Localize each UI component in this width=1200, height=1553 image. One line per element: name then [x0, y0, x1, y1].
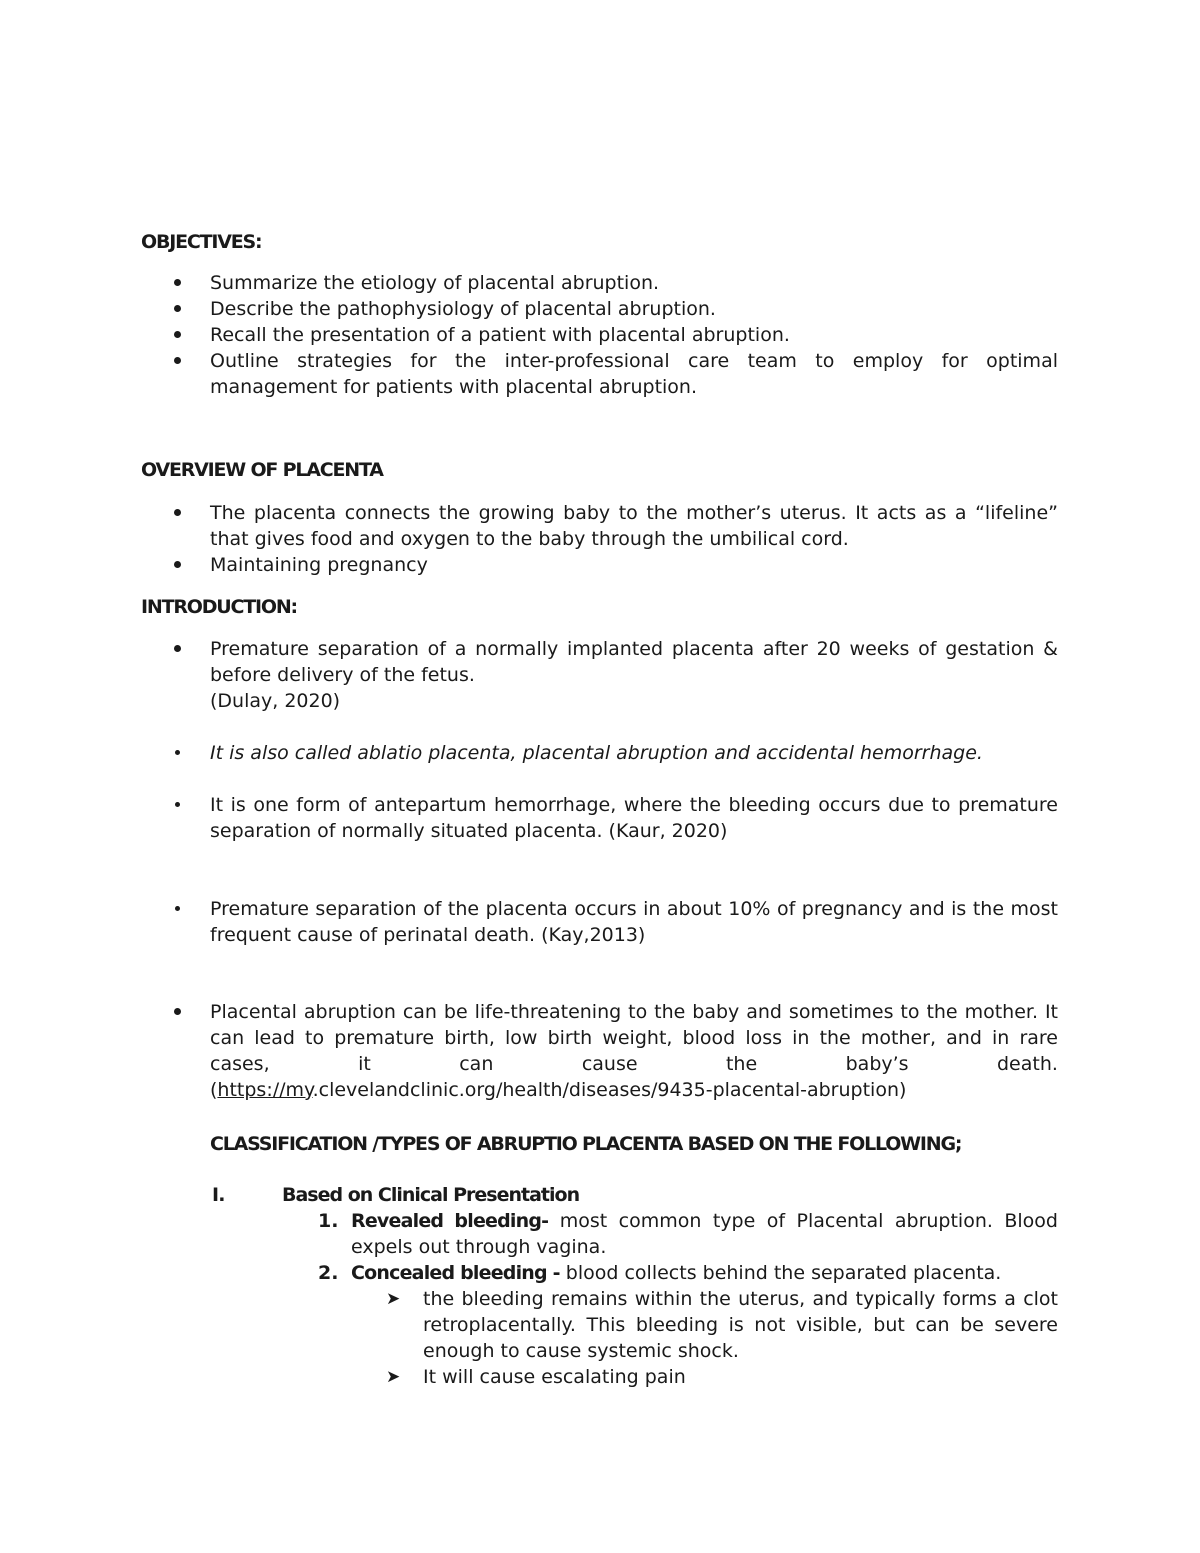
- bullet-icon: [175, 802, 180, 807]
- item-label: Revealed bleeding-: [351, 1210, 549, 1232]
- document-page: OBJECTIVES: Summarize the etiology of placental abruption. Describe the pathophysiology of placental abruption. Recall the presentation of a patient with placental abruption. Outline strategies for the inter-professional care team to employ for optimal management for patients with placental abruption. OVERVIEW OF PLACENTA The placenta connects the growing baby to the mother’s uterus. It acts as a “lifeline” that gives food and oxygen to the baby through the umbilical cord. Maintaining pregnancy INTRODUCTION: Premature separation of a normally implanted placenta after 20 weeks of gestation & before delivery of the fetus. (Dulay, 2020) It is also called ablatio placenta, placental abruption and accidental hemorrhage. It is one form of antepartum hemorrhage, where the bleeding occurs due to premature separation of normally situated placenta. (Kaur, 2020) Premature separation of the placenta occurs in about 10% of pregnancy and is the most frequent cause of perinatal death. (Kay,2013) Placental abruption can be life-threatening to the baby and sometimes to the mother. It can lead to premature birth, low birth weight, blood loss in the mother, and in rare cases, it can cause the baby’s death. (https://my.clevelandclinic.org/health/diseases/9435-placental-abruption) CLASSIFICATION /TYPES OF ABRUPTIO PLACENTA BASED ON THE FOLLOWING; I. Based on Clinical Presentation 1. Revealed bleeding- most common type of Placental abruption. Blood expels out through vagina. 2. Concealed bleeding - blood collects behind the separated placenta. ➤ the bleeding remains within the uterus, and typically forms a clot retroplacentally. This bleeding is not visible, but can be severe enough to cause systemic shock. ➤ It will cause escalating pain: [141, 231, 1058, 1388]
- bullet-icon: [175, 750, 180, 755]
- citation: (Dulay, 2020): [210, 690, 341, 712]
- bullet-icon: [174, 331, 181, 338]
- bullet-icon: [174, 1008, 181, 1015]
- item-number: 2.: [318, 1262, 339, 1284]
- objectives-heading: OBJECTIVES:: [141, 231, 262, 253]
- overview-heading: OVERVIEW OF PLACENTA: [141, 459, 383, 481]
- sub-item: the bleeding remains within the uterus, and typically forms a clot retroplacentally. This bleeding is not visible, but can be severe enough to cause systemic shock.: [423, 1288, 1058, 1362]
- classification-heading: CLASSIFICATION /TYPES OF ABRUPTIO PLACENTA BASED ON THE FOLLOWING;: [210, 1133, 962, 1155]
- bullet-icon: [174, 279, 181, 286]
- source-link[interactable]: (https://my.clevelandclinic.org/health/diseases/9435-placental-abruption): [210, 1079, 907, 1101]
- section-title: Based on Clinical Presentation: [282, 1184, 580, 1206]
- bullet-icon: [174, 357, 181, 364]
- item-number: 1.: [318, 1210, 339, 1232]
- sub-item: It will cause escalating pain: [423, 1366, 686, 1388]
- roman-numeral: I.: [212, 1184, 225, 1206]
- arrow-bullet-icon: ➤: [386, 1289, 401, 1309]
- bullet-icon: [174, 509, 181, 516]
- bullet-icon: [174, 305, 181, 312]
- item-label: Concealed bleeding -: [351, 1262, 560, 1284]
- arrow-bullet-icon: ➤: [386, 1367, 401, 1387]
- introduction-heading: INTRODUCTION:: [141, 596, 297, 618]
- justified-line: cases, it can cause the baby’s death.: [210, 1053, 1058, 1075]
- bullet-icon: [174, 561, 181, 568]
- bullet-icon: [175, 906, 180, 911]
- bullet-icon: [174, 645, 181, 652]
